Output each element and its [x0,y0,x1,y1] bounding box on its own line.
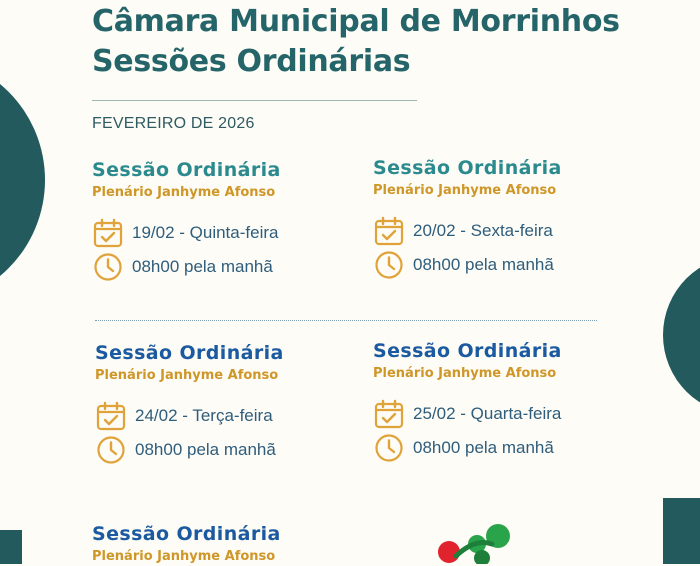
session-venue: Plenário Janhyme Afonso [373,366,557,381]
session-date: 25/02 - Quarta-feira [413,404,562,423]
session-date-row [92,216,352,250]
session-time-row [373,248,633,282]
clock-icon [373,432,405,464]
session-time: 08h00 pela manhã [132,257,273,276]
session-date: 19/02 - Quinta-feira [132,223,279,242]
session-card [95,341,355,467]
session-date-row [373,397,633,431]
session-time: 08h00 pela manhã [413,438,554,457]
session-time-row [92,250,352,284]
session-date: 20/02 - Sexta-feira [413,221,553,240]
session-title: Sessão Ordinária [92,523,281,545]
decorative-bar-right [663,498,700,564]
session-time-row [373,431,633,465]
session-time-row [95,433,355,467]
chamber-logo [430,518,520,564]
month-label: FEVEREIRO DE 2026 [92,115,255,132]
session-venue: Plenário Janhyme Afonso [92,185,276,200]
session-venue: Plenário Janhyme Afonso [95,368,279,383]
session-title: Sessão Ordinária [92,159,281,181]
clock-icon [373,249,405,281]
session-venue: Plenário Janhyme Afonso [373,183,557,198]
session-card [92,158,352,284]
page-title [92,2,620,82]
session-date: 24/02 - Terça-feira [135,406,273,425]
session-card [373,339,633,465]
title-divider [92,100,417,101]
session-card [373,156,633,282]
session-card [92,522,352,566]
decorative-circle-left [0,55,45,305]
calendar-check-icon [92,217,124,249]
session-venue: Plenário Janhyme Afonso [92,549,276,564]
calendar-check-icon [373,398,405,430]
clock-icon [92,251,124,283]
session-title: Sessão Ordinária [95,342,284,364]
clock-icon [95,434,127,466]
session-time: 08h00 pela manhã [135,440,276,459]
title-line-2: Sessões Ordinárias [92,44,411,79]
decorative-bar-left [0,530,22,564]
decorative-circle-right [663,255,700,415]
session-time: 08h00 pela manhã [413,255,554,274]
session-date-row [373,214,633,248]
title-line-1: Câmara Municipal de Morrinhos [92,4,620,39]
session-title: Sessão Ordinária [373,157,562,179]
session-title: Sessão Ordinária [373,340,562,362]
calendar-check-icon [373,215,405,247]
session-date-row [95,399,355,433]
calendar-check-icon [95,400,127,432]
section-divider [95,320,597,321]
